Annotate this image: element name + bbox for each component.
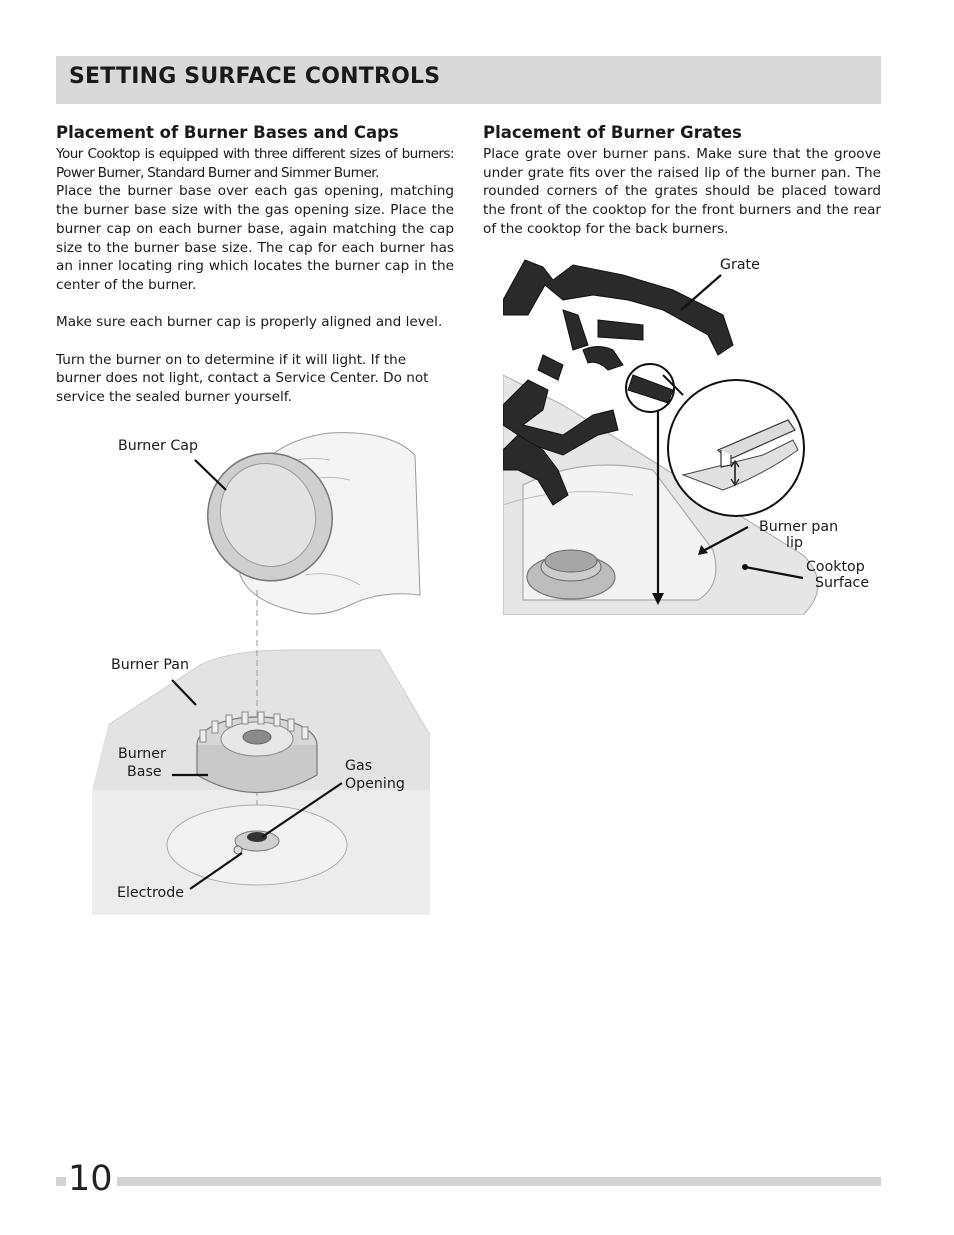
burner-pan-lip-label: Burner pan lip [759,519,839,551]
page-number: 10 [66,1157,117,1201]
burner-grates-heading: Placement of Burner Grates [483,123,742,142]
grate-label: Grate [720,257,760,273]
burner-assembly-figure [90,425,435,915]
burner-pan-label: Burner Pan [111,657,189,673]
page-title: SETTING SURFACE CONTROLS [69,64,441,89]
grate-placement-figure [503,255,881,615]
section-header [56,56,881,104]
electrode-label: Electrode [117,885,184,901]
burner-placement-paragraph: Place the burner base over each gas opening, matching the burner base size with the gas opening size. Place the burner cap on each burner base, again matching the cap size to the burner base size. The cap for each burner has an inner locating ring which locates the burner cap in the center of the burner. [56,183,454,293]
left-column [56,122,454,407]
footer-rule [56,1177,881,1186]
burner-sizes-paragraph: Your Cooktop is equipped with three different sizes of burners: Power Burner, Standard Burner and Simmer Burner. [56,146,454,181]
cooktop-surface-label: Cooktop Surface [806,559,870,591]
grate-placement-paragraph: Place grate over burner pans. Make sure that the groove under grate fits over the raised lip of the burner pan. The rounded corners of the grates should be placed toward the front of the cooktop for the front burners and the rear of the cooktop for the back burners. [483,146,881,237]
burner-base-label: Burner Base [118,746,166,780]
cap-alignment-paragraph: Make sure each burner cap is properly aligned and level. [56,314,443,331]
gas-opening-label: Gas Opening [345,758,405,792]
right-column [483,122,881,239]
burner-cap-label: Burner Cap [118,438,198,454]
burner-light-test-paragraph: Turn the burner on to determine if it will light. If the burner does not light, contact a Service Center. Do not service the sealed burner yourself. [56,351,429,406]
burner-bases-caps-heading: Placement of Burner Bases and Caps [56,123,399,142]
